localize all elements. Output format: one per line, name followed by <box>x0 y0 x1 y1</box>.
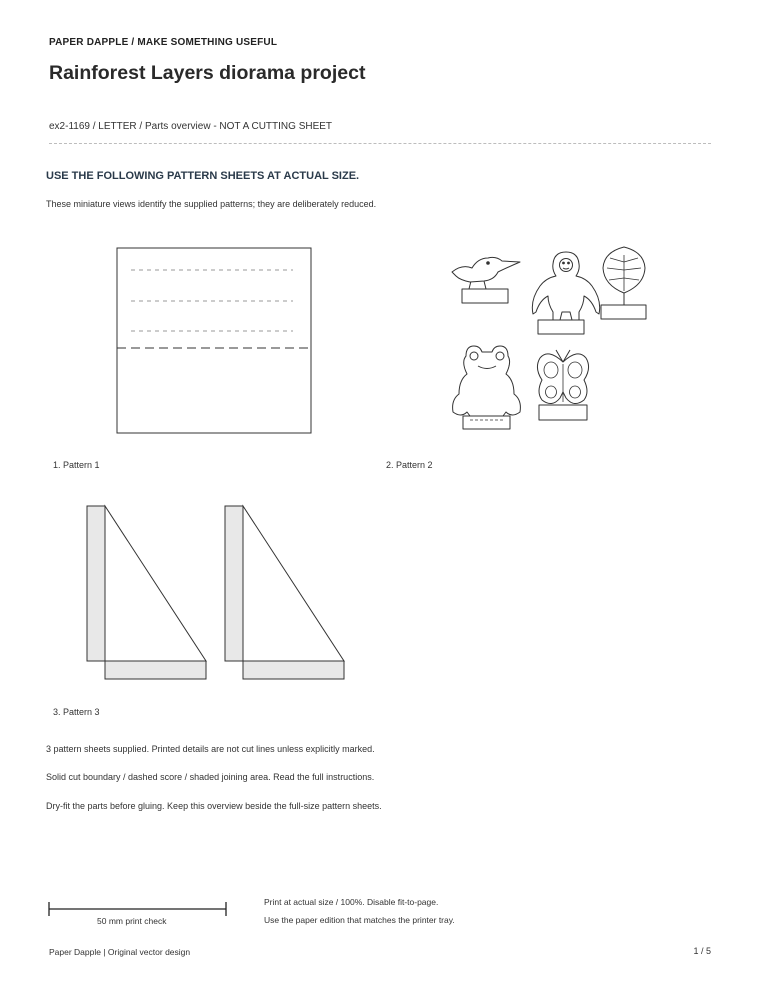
paper-instruction: Use the paper edition that matches the printer tray. <box>264 915 455 925</box>
page-title: Rainforest Layers diorama project <box>49 62 366 84</box>
pattern-3-caption: 3. Pattern 3 <box>53 707 100 717</box>
page-number: 1 / 5 <box>693 946 711 956</box>
note-sheets: 3 pattern sheets supplied. Printed details are not cut lines unless explicitly marked. <box>46 744 375 754</box>
note-dry-fit: Dry-fit the parts before gluing. Keep this overview beside the full-size pattern sheets. <box>46 801 382 811</box>
note-legend: Solid cut boundary / dashed score / shaded joining area. Read the full instructions. <box>46 772 375 782</box>
document-meta: ex2-1169 / LETTER / Parts overview - NOT A CUTTING SHEET <box>49 121 333 132</box>
brand-line: PAPER DAPPLE / MAKE SOMETHING USEFUL <box>49 37 278 48</box>
intro-text: These miniature views identify the supplied patterns; they are deliberately reduced. <box>46 199 377 209</box>
pattern-1-caption: 1. Pattern 1 <box>53 460 100 470</box>
print-instruction: Print at actual size / 100%. Disable fit-to-page. <box>264 897 439 907</box>
footer-credit: Paper Dapple | Original vector design <box>49 947 191 957</box>
pattern-2-caption: 2. Pattern 2 <box>386 460 433 470</box>
scale-bar-label: 50 mm print check <box>97 916 167 926</box>
header-divider <box>49 143 711 144</box>
section-heading: USE THE FOLLOWING PATTERN SHEETS AT ACTUAL SIZE. <box>46 170 360 182</box>
